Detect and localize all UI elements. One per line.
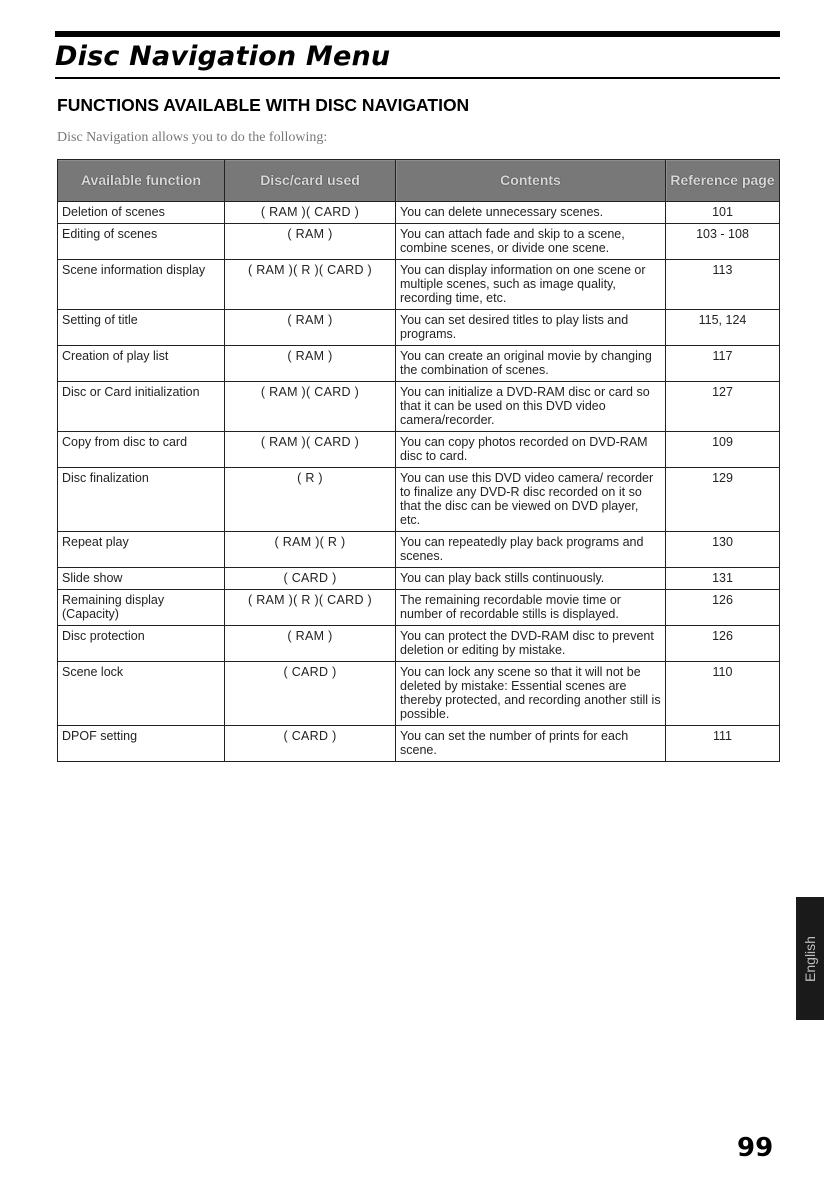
language-tab [796,897,824,1020]
row-contents: The remaining recordable movie time or number of recordable stills is displayed. [396,590,666,626]
row-contents: You can protect the DVD-RAM disc to prevent deletion or editing by mistake. [396,626,666,662]
table-row [58,532,780,568]
header-reference-page: Reference page [666,160,780,202]
row-function: Remaining display (Capacity) [58,590,225,626]
row-disc: ( RAM )( R ) [225,532,396,568]
row-disc: ( RAM )( R )( CARD ) [225,260,396,310]
row-ref: 115, 124 [666,310,780,346]
row-disc: ( RAM )( R )( CARD ) [225,590,396,626]
table-row [58,662,780,726]
row-ref: 111 [666,726,780,762]
page-title: Disc Navigation Menu [55,41,391,72]
table-row [58,590,780,626]
row-ref: 110 [666,662,780,726]
row-function: Scene lock [58,662,225,726]
header-contents: Contents [396,160,666,202]
row-contents: You can attach fade and skip to a scene, combine scenes, or divide one scene. [396,224,666,260]
title-rule [55,77,780,79]
page-number: 99 [737,1133,774,1163]
row-function: Disc finalization [58,468,225,532]
table-row [58,468,780,532]
table-row [58,568,780,590]
row-disc: ( RAM ) [225,626,396,662]
row-contents: You can display information on one scene or multiple scenes, such as image quality, recording time, etc. [396,260,666,310]
table-row [58,626,780,662]
table-body [58,202,780,762]
top-rule [55,31,780,37]
header-disc-card-used: Disc/card used [225,160,396,202]
language-tab-label: English [802,935,818,982]
row-function: Editing of scenes [58,224,225,260]
row-disc: ( CARD ) [225,568,396,590]
row-function: Deletion of scenes [58,202,225,224]
row-disc: ( CARD ) [225,726,396,762]
table-row [58,224,780,260]
row-function: Disc protection [58,626,225,662]
row-contents: You can lock any scene so that it will not be deleted by mistake: Essential scenes are thereby protected, and recording another still is possible. [396,662,666,726]
row-contents: You can set the number of prints for each scene. [396,726,666,762]
row-contents: You can repeatedly play back programs and scenes. [396,532,666,568]
table-row [58,726,780,762]
row-contents: You can play back stills continuously. [396,568,666,590]
row-contents: You can copy photos recorded on DVD-RAM disc to card. [396,432,666,468]
row-function: Copy from disc to card [58,432,225,468]
row-disc: ( R ) [225,468,396,532]
row-function: Scene information display [58,260,225,310]
table-row [58,432,780,468]
row-function: Repeat play [58,532,225,568]
row-ref: 130 [666,532,780,568]
row-function: Setting of title [58,310,225,346]
row-ref: 117 [666,346,780,382]
row-disc: ( RAM ) [225,310,396,346]
row-disc: ( RAM )( CARD ) [225,202,396,224]
row-contents: You can use this DVD video camera/ recorder to finalize any DVD-R disc recorded on it so that the disc can be viewed on DVD player, etc. [396,468,666,532]
table-header-row [58,160,780,202]
row-disc: ( CARD ) [225,662,396,726]
row-ref: 131 [666,568,780,590]
row-ref: 103 - 108 [666,224,780,260]
row-ref: 127 [666,382,780,432]
table-row [58,346,780,382]
row-function: Slide show [58,568,225,590]
row-disc: ( RAM )( CARD ) [225,382,396,432]
table-row [58,310,780,346]
table-row [58,260,780,310]
section-heading: FUNCTIONS AVAILABLE WITH DISC NAVIGATION [57,95,470,115]
functions-table [57,159,780,762]
row-disc: ( RAM ) [225,346,396,382]
row-contents: You can delete unnecessary scenes. [396,202,666,224]
row-disc: ( RAM )( CARD ) [225,432,396,468]
row-ref: 126 [666,626,780,662]
row-ref: 126 [666,590,780,626]
row-disc: ( RAM ) [225,224,396,260]
row-contents: You can set desired titles to play lists and programs. [396,310,666,346]
header-available-function: Available function [58,160,225,202]
row-ref: 129 [666,468,780,532]
table-row [58,202,780,224]
row-ref: 113 [666,260,780,310]
row-function: Creation of play list [58,346,225,382]
row-contents: You can initialize a DVD-RAM disc or card so that it can be used on this DVD video camera/recorder. [396,382,666,432]
row-contents: You can create an original movie by changing the combination of scenes. [396,346,666,382]
table-row [58,382,780,432]
row-function: DPOF setting [58,726,225,762]
row-ref: 101 [666,202,780,224]
row-function: Disc or Card initialization [58,382,225,432]
intro-text: Disc Navigation allows you to do the following: [57,130,328,145]
row-ref: 109 [666,432,780,468]
